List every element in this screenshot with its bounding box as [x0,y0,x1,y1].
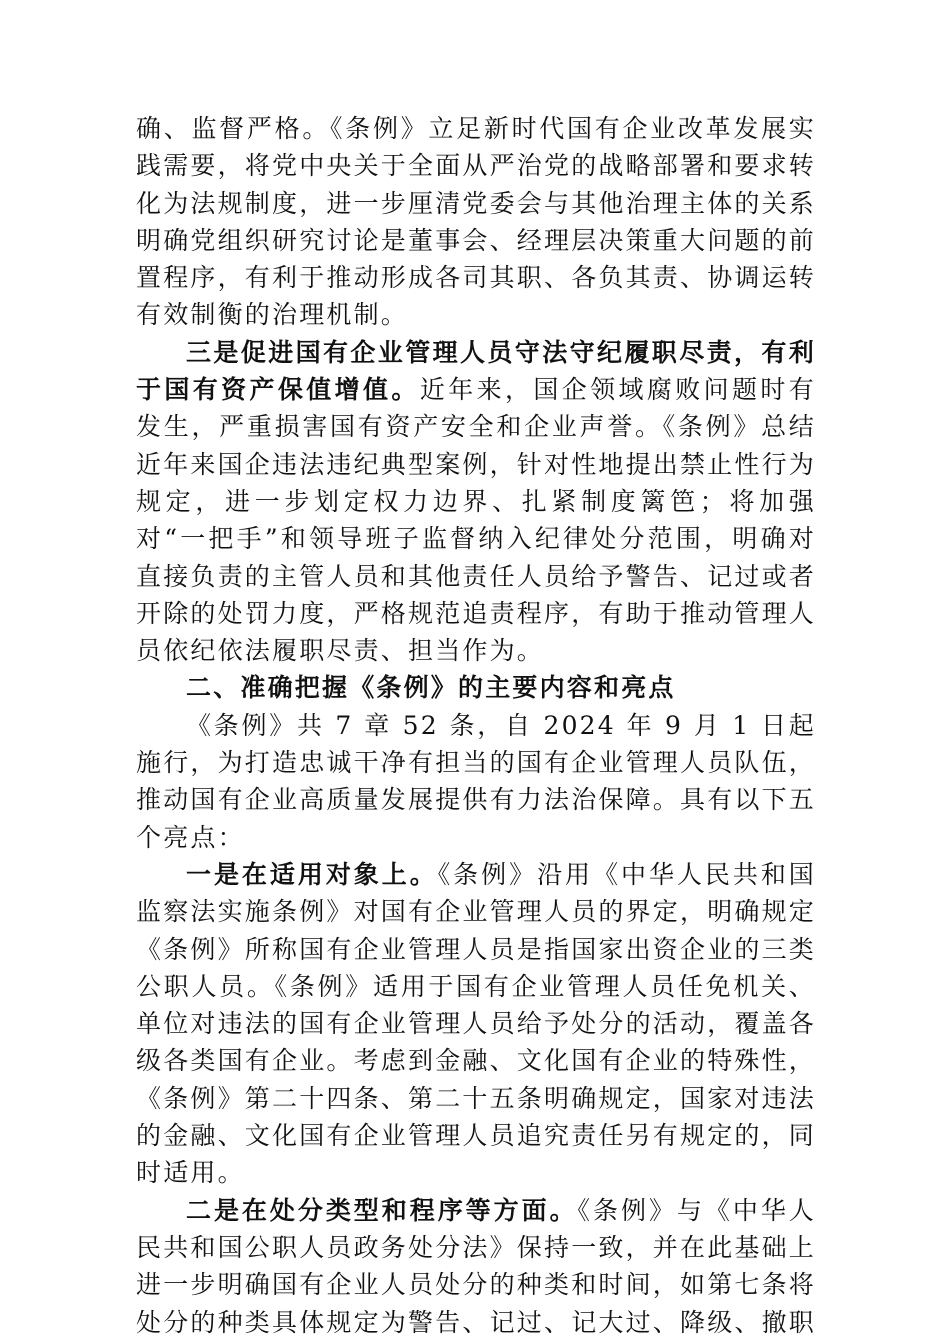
document-body [136,110,816,1341]
paragraph-text: 确、监督严格。《条例》立足新时代国有企业改革发展实践需要，将党中央关于全面从严治党的战略部署和要求转化为法规制度，进一步厘清党委会与其他治理主体的关系明确党组织研究讨论是董事会、经理层决策重大问题的前置程序，有利于推动形成各司其职、各负其责、协调运转有效制衡的治理机制。 [136,114,817,330]
paragraph-lead: 三是促进国有企业管理人员守法守纪履职尽责，有利于国有资产保值增值。 [136,337,816,405]
paragraph-text: 《条例》与《中华人民共和国公职人员政务处分法》保持一致，并在此基础上进一步明确国有企业人员处分的种类和时间，如第七条将处分的种类具体规定为警告、记过、记大过、降级、撤职 [136,1195,817,1337]
paragraph-text: 《条例》沿用《中华人民共和国监察法实施条例》对国有企业管理人员的界定，明确规定《条例》所称国有企业管理人员是指国家出资企业的三类公职人员。《条例》适用于国有企业管理人员任免机关、单位对违法的国有企业管理人员给予处分的活动，覆盖各级各类国有企业。考虑到金融、文化国有企业的特殊性，《条例》第二十四条、第二十五条明确规定，国家对违法的金融、文化国有企业管理人员追究责任另有规定的，同时适用。 [136,859,817,1188]
paragraph-highlight-one [136,856,816,1192]
paragraph-lead: 二是在处分类型和程序等方面。 [186,1195,578,1225]
paragraph-continuation [136,110,816,334]
paragraph-point-three [136,334,816,670]
section-heading: 二、准确把握《条例》的主要内容和亮点 [186,673,676,703]
paragraph-highlight-two [136,1192,816,1341]
paragraph-text: 近年来，国企领域腐败问题时有发生，严重损害国有资产安全和企业声誉。《条例》总结近年来国企违法违纪典型案例，针对性地提出禁止性行为规定，进一步划定权力边界、扎紧制度篱笆；将加强对“一把手”和领导班子监督纳入纪律处分范围，明确对直接负责的主管人员和其他责任人员给予警告、记过或者开除的处罚力度，严格规范追责程序，有助于推动管理人员依纪依法履职尽责、担当作为。 [136,375,817,666]
paragraph-text: 《条例》共 7 章 52 条，自 2024 年 9 月 1 日起施行，为打造忠诚干净有担当的国有企业管理人员队伍，推动国有企业高质量发展提供有力法治保障。具有以下五个亮点： [136,710,817,852]
paragraph-lead: 一是在适用对象上。 [186,859,438,889]
paragraph-overview [136,707,816,856]
